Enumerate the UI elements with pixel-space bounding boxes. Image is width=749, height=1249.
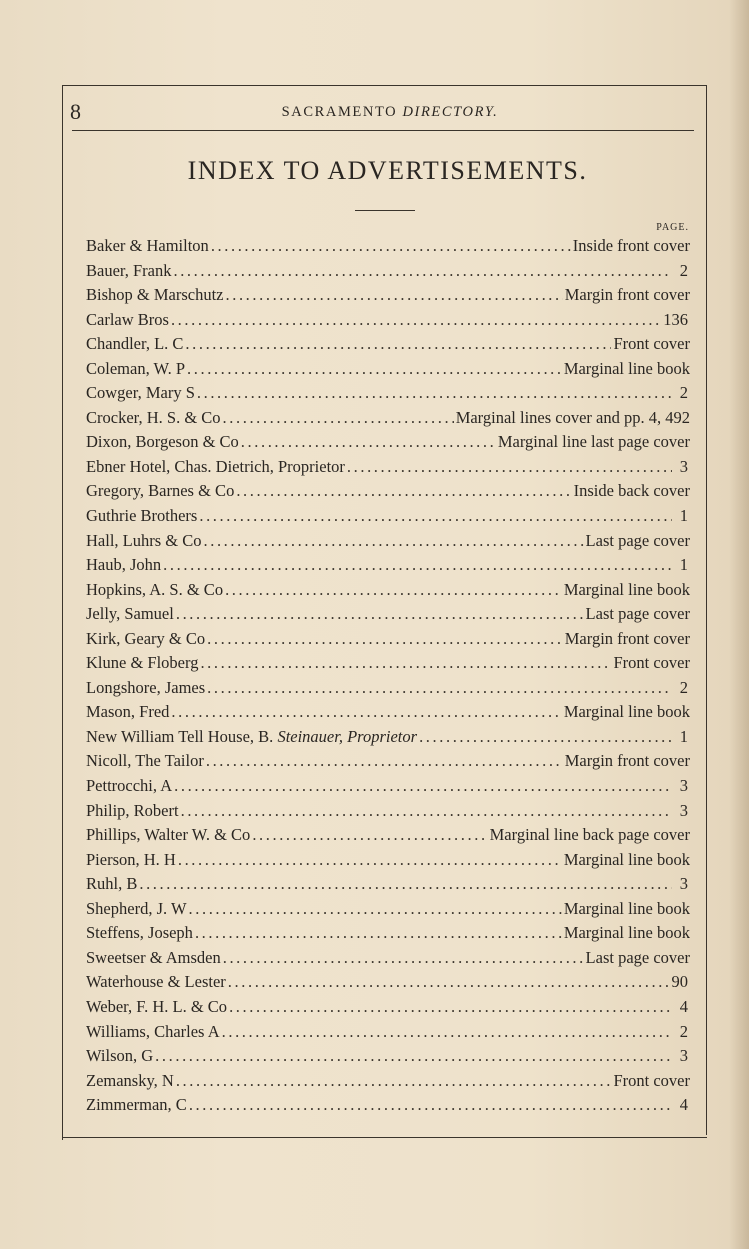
dot-leader [187, 357, 562, 382]
index-entry [86, 381, 690, 406]
dot-leader [185, 332, 611, 357]
index-entry [86, 774, 690, 799]
dot-leader [223, 406, 454, 431]
dot-leader [226, 283, 563, 308]
entry-name: Steffens, Joseph [86, 923, 193, 943]
dot-leader [207, 676, 672, 701]
dot-leader [199, 504, 672, 529]
entry-name-italic: Steinauer, Proprietor [277, 726, 418, 746]
index-entry [86, 946, 690, 971]
frame-bottom-rule [62, 1137, 707, 1138]
dot-leader [222, 1020, 672, 1045]
index-entry [86, 872, 690, 897]
entry-name: Zimmerman, C [86, 1095, 187, 1115]
index-entry [86, 332, 690, 357]
dot-leader [171, 700, 561, 725]
index-entry [86, 1044, 690, 1069]
entry-name: Jelly, Samuel [86, 604, 174, 624]
page-title: INDEX TO ADVERTISEMENTS. [187, 156, 588, 185]
index-entry [86, 995, 690, 1020]
index-entry [86, 676, 690, 701]
entry-reference: 3 [679, 874, 688, 894]
entry-name: Longshore, James [86, 677, 206, 697]
entry-reference: 90 [671, 972, 688, 992]
dot-leader [174, 774, 672, 799]
entry-reference: 1 [679, 726, 688, 746]
entry-name: Wilson, G [86, 1046, 154, 1066]
entry-reference: 3 [679, 1046, 688, 1066]
dot-leader [189, 1093, 672, 1118]
dot-leader [225, 578, 562, 603]
entry-reference: Marginal line last page cover [497, 432, 690, 452]
entry-reference: 1 [679, 555, 688, 575]
entry-reference: 4 [679, 1095, 688, 1115]
dot-leader [181, 799, 672, 824]
dot-leader [419, 725, 672, 750]
index-entry [86, 1093, 690, 1118]
entry-name: Philip, Robert [86, 800, 179, 820]
entry-reference: 3 [679, 776, 688, 796]
entry-name: Williams, Charles A [86, 1021, 220, 1041]
title-rule [355, 210, 415, 211]
entry-reference: Inside front cover [572, 236, 690, 255]
dot-leader [347, 455, 672, 480]
dot-leader [236, 479, 571, 504]
index-entry [86, 725, 690, 750]
entry-name: Coleman, W. P [86, 358, 186, 378]
entry-name: Waterhouse & Lester [86, 972, 226, 992]
dot-leader [173, 259, 672, 284]
running-head-italic: DIRECTORY. [402, 104, 499, 120]
entry-name: Pettrocchi, A [86, 776, 173, 796]
entry-reference: Last page cover [585, 604, 690, 624]
entry-name: Hall, Luhrs & Co [86, 530, 202, 550]
advertisement-index-list [86, 234, 690, 1118]
dot-leader [200, 651, 611, 676]
index-entry [86, 259, 690, 284]
entry-reference: Marginal line book [563, 358, 690, 378]
entry-name-roman: New William Tell House, B. [86, 726, 278, 746]
frame-top-rule [62, 85, 707, 86]
index-entry [86, 749, 690, 774]
dot-leader [197, 381, 672, 406]
index-entry [86, 799, 690, 824]
entry-reference: Marginal line book [563, 923, 690, 943]
index-entry [86, 602, 690, 627]
running-head [180, 103, 600, 121]
entry-reference: Marginal line book [563, 702, 690, 722]
entry-name: Chandler, L. C [86, 334, 184, 354]
dot-leader [207, 627, 563, 652]
dot-leader [178, 848, 562, 873]
dot-leader [204, 529, 584, 554]
dot-leader [155, 1044, 672, 1069]
entry-name: Ebner Hotel, Chas. Dietrich, Proprietor [86, 456, 345, 476]
index-entry [86, 479, 690, 504]
entry-name: Mason, Fred [86, 702, 170, 722]
running-head-plain: SACRAMENTO [281, 104, 398, 120]
page-number: 8 [70, 99, 81, 124]
dot-leader [252, 823, 487, 848]
index-entry [86, 700, 690, 725]
entry-name: Weber, F. H. L. & Co [86, 996, 228, 1016]
entry-name: Cowger, Mary S [86, 383, 195, 403]
entry-reference: Margin front cover [564, 751, 690, 771]
index-entry [86, 921, 690, 946]
entry-reference: Margin front cover [564, 285, 690, 305]
index-entry [86, 1069, 690, 1094]
entry-name: Shepherd, J. W [86, 898, 187, 918]
entry-reference: Front cover [613, 334, 690, 354]
dot-leader [171, 308, 661, 333]
index-entry [86, 823, 690, 848]
index-entry [86, 455, 690, 480]
entry-reference: Inside back cover [573, 481, 690, 501]
dot-leader [223, 946, 584, 971]
entry-name [86, 725, 417, 750]
entry-reference: 2 [679, 677, 688, 697]
header-rule [72, 130, 694, 131]
entry-reference: Last page cover [585, 947, 690, 967]
entry-name: Crocker, H. S. & Co [86, 407, 221, 427]
entry-reference: 3 [679, 456, 688, 476]
entry-name: Phillips, Walter W. & Co [86, 825, 251, 845]
frame-right-rule [706, 85, 707, 1135]
entry-name: Zemansky, N [86, 1070, 174, 1090]
entry-name: Klune & Floberg [86, 653, 199, 673]
index-entry [86, 234, 690, 259]
entry-reference: 3 [679, 800, 688, 820]
index-entry [86, 897, 690, 922]
entry-reference: 2 [679, 383, 688, 403]
entry-name: Bishop & Marschutz [86, 285, 224, 305]
entry-name: Bauer, Frank [86, 260, 172, 280]
entry-name: Sweetser & Amsden [86, 947, 221, 967]
entry-reference: 2 [679, 260, 688, 280]
entry-name: Ruhl, B [86, 874, 138, 894]
entry-reference: Marginal line book [563, 898, 690, 918]
dot-leader [228, 970, 670, 995]
entry-reference: 4 [679, 996, 688, 1016]
dot-leader [189, 897, 562, 922]
entry-name: Nicoll, The Tailor [86, 751, 204, 771]
dot-leader [195, 921, 562, 946]
entry-reference: Last page cover [585, 530, 690, 550]
index-entry [86, 578, 690, 603]
entry-name: Dixon, Borgeson & Co [86, 432, 239, 452]
dot-leader [229, 995, 672, 1020]
page-column-label: PAGE. [656, 222, 689, 233]
entry-name: Kirk, Geary & Co [86, 628, 206, 648]
index-entry [86, 406, 690, 431]
entry-name: Guthrie Brothers [86, 506, 198, 526]
entry-name: Carlaw Bros [86, 309, 169, 329]
page-edge-shadow [729, 0, 749, 1249]
dot-leader [139, 872, 672, 897]
index-entry [86, 529, 690, 554]
frame-left-rule [62, 85, 63, 1140]
entry-reference: Margin front cover [564, 628, 690, 648]
index-entry [86, 504, 690, 529]
entry-reference: Front cover [613, 1070, 690, 1090]
index-entry [86, 848, 690, 873]
index-entry [86, 357, 690, 382]
index-entry [86, 627, 690, 652]
entry-name: Gregory, Barnes & Co [86, 481, 235, 501]
index-entry [86, 1020, 690, 1045]
entry-name: Baker & Hamilton [86, 236, 209, 255]
index-entry [86, 430, 690, 455]
dot-leader [211, 234, 571, 259]
entry-reference: Front cover [613, 653, 690, 673]
entry-reference: Marginal line book [563, 579, 690, 599]
index-entry [86, 553, 690, 578]
index-entry [86, 283, 690, 308]
dot-leader [163, 553, 672, 578]
dot-leader [241, 430, 496, 455]
index-entry [86, 651, 690, 676]
entry-reference: 1 [679, 506, 688, 526]
entry-reference: 2 [679, 1021, 688, 1041]
dot-leader [206, 749, 563, 774]
index-entry [86, 970, 690, 995]
entry-reference: Marginal line back page cover [489, 825, 690, 845]
entry-reference: Marginal line book [563, 849, 690, 869]
entry-reference: 136 [663, 309, 688, 329]
entry-name: Hopkins, A. S. & Co [86, 579, 224, 599]
index-entry [86, 308, 690, 333]
entry-reference: Marginal lines cover and pp. 4, 492 [455, 407, 690, 427]
entry-name: Pierson, H. H [86, 849, 176, 869]
entry-name: Haub, John [86, 555, 162, 575]
dot-leader [176, 1069, 612, 1094]
dot-leader [176, 602, 584, 627]
